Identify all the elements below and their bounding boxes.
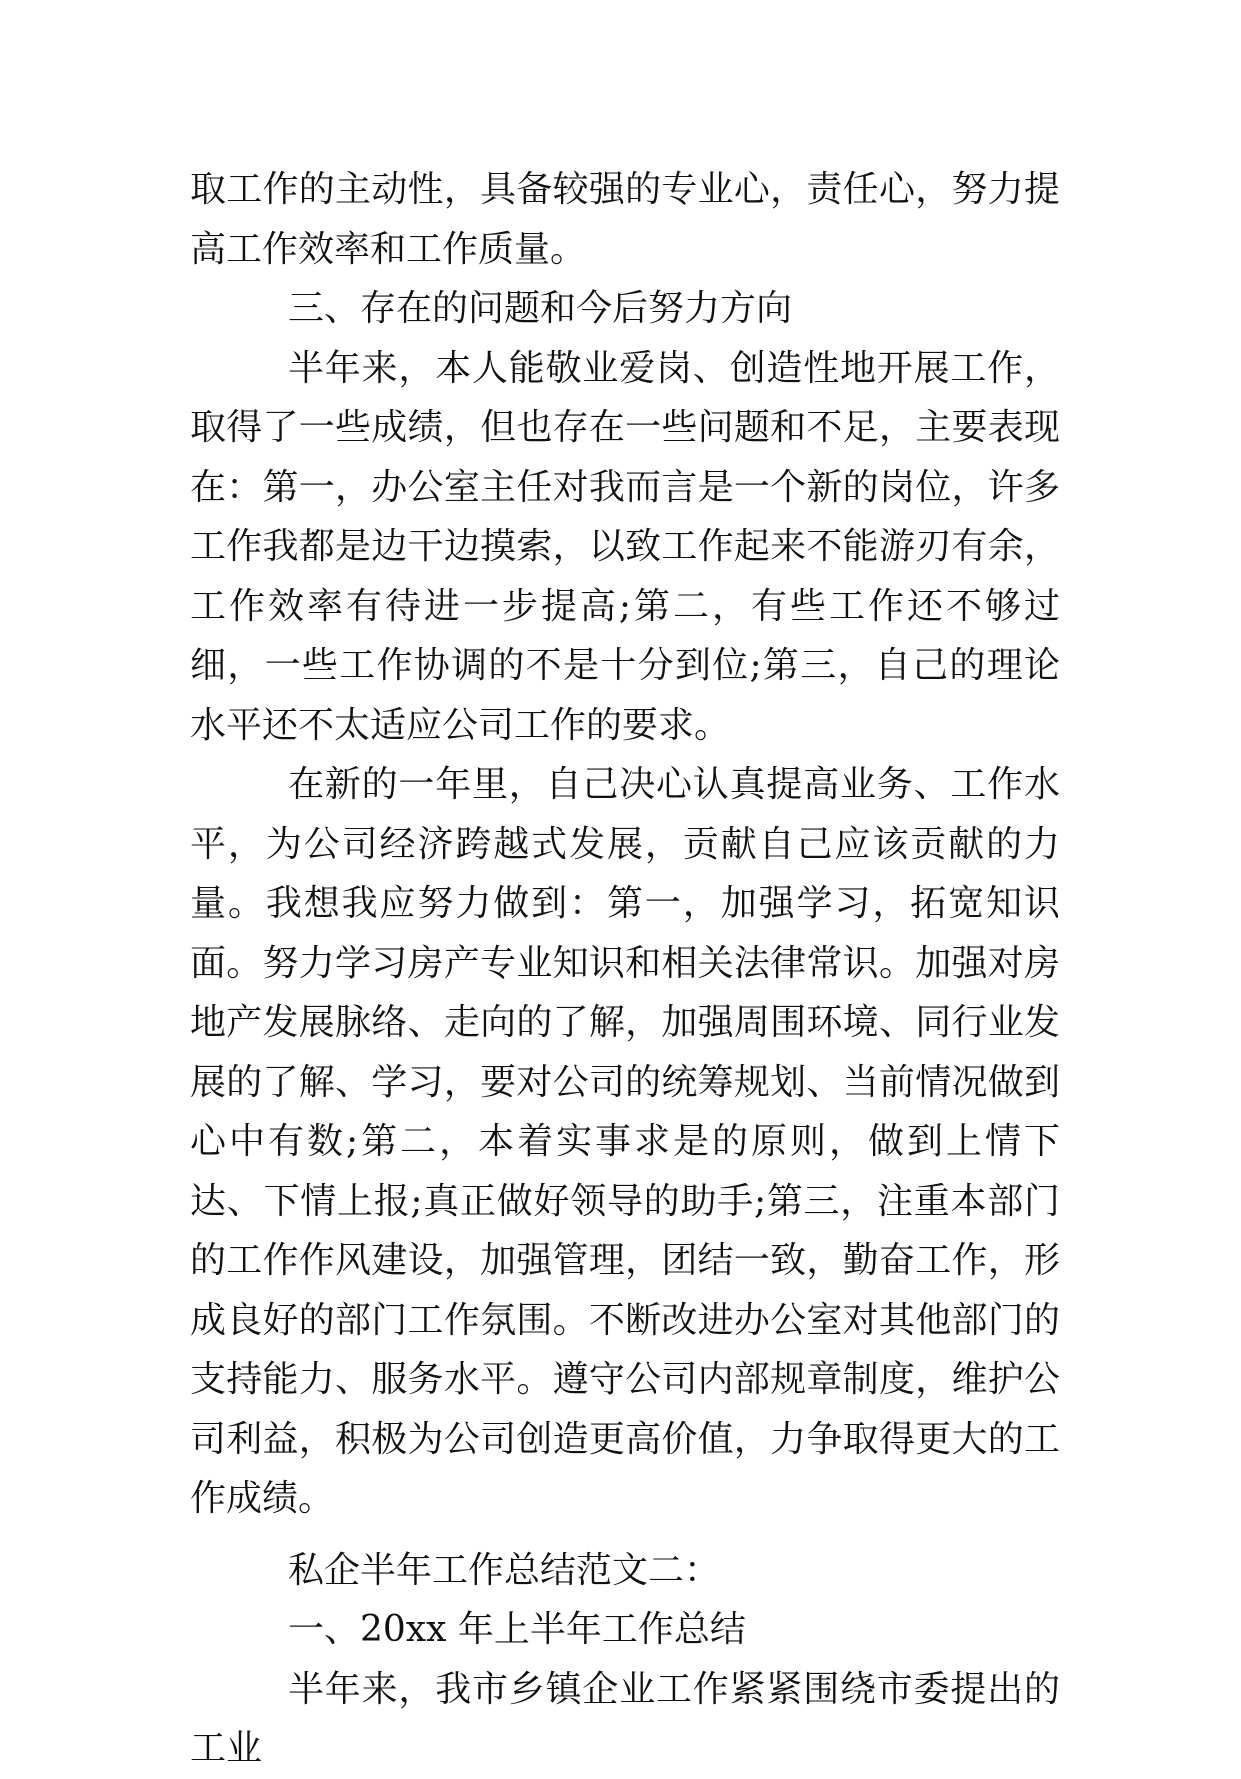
paragraph-summary-start: 半年来，我市乡镇企业工作紧紧围绕市委提出的工业 [190, 1668, 1060, 1769]
section-heading-1: 一、20xx 年上半年工作总结 [288, 1609, 746, 1650]
section-heading-3: 三、存在的问题和今后努力方向 [288, 288, 793, 329]
sample-two-heading: 私企半年工作总结范文二： [288, 1549, 721, 1591]
paragraph-plans: 在新的一年里，自己决心认真提高业务、工作水平，为公司经济跨越式发展，贡献自己应该贡献的力量。我想我应努力做到：第一，加强学习，拓宽知识面。努力学习房产专业知识和相关法律常识。加强对房地产发展脉络、走向的了解，加强周围环境、同行业发展的了解、学习，要对公司的统筹规划、当前情况做到心中有数;第二，本着实事求是的原则，做到上情下达、下情上报;真正做好领导的助手;第三，注重本部门的工作作风建设，加强管理，团结一致，勤奋工作，形成良好的部门工作氛围。不断改进办公室对其他部门的支持能力、服务水平。遵守公司内部规章制度，维护公司利益，积极为公司创造更高价值，力争取得更大的工作成绩。 [190, 764, 1060, 1519]
paragraph-continuation: 取工作的主动性，具备较强的专业心，责任心，努力提高工作效率和工作质量。 [190, 169, 1060, 270]
paragraph-problems: 半年来，本人能敬业爱岗、创造性地开展工作，取得了一些成绩，但也存在一些问题和不足，主要表现在：第一，办公室主任对我而言是一个新的岗位，许多工作我都是边干边摸索，以致工作起来不能游刃有余，工作效率有待进一步提高;第二，有些工作还不够过细，一些工作协调的不是十分到位;第三，自己的理论水平还不太适应公司工作的要求。 [190, 347, 1060, 746]
document-body [190, 160, 1060, 1779]
